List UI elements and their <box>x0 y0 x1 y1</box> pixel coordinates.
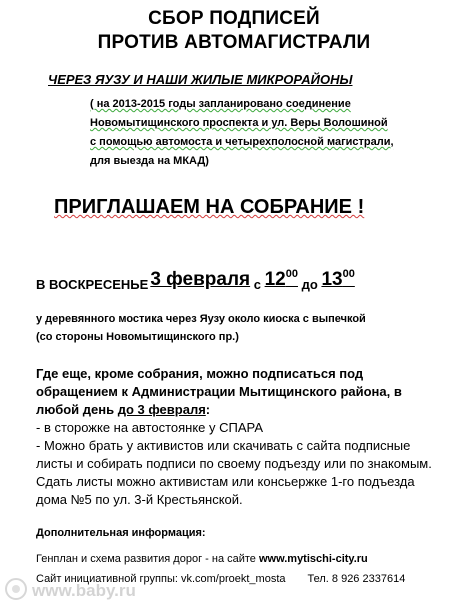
petition-line-6: листы и собирать подписи по своему подъезду или по знакомым. <box>36 456 432 471</box>
petition-line-3 <box>36 402 210 417</box>
petition-line-7: Сдать листы можно активистам или консьержке 1-го подъезда <box>36 474 415 489</box>
more-info-line-1 <box>36 553 368 565</box>
date-prefix: В ВОСКРЕСЕНЬЕ <box>36 277 149 292</box>
petition-line-8: дома №5 по ул. 3-й Крестьянской. <box>36 492 243 507</box>
location-line-1: у деревянного мостика через Яузу около киоска с выпечкой <box>36 313 366 325</box>
end-minutes: 00 <box>342 268 355 280</box>
group-site-text[interactable]: Сайт инициативной группы: vk.com/proekt_mosta <box>36 573 286 585</box>
petition-line-4: - в сторожке на автостоянке у СПАРА <box>36 420 264 435</box>
more-info-heading: Дополнительная информация: <box>36 527 206 539</box>
note-line-1 <box>90 98 351 110</box>
time-from-label: с <box>253 277 261 292</box>
location-line-2: (со стороны Новомытищинского пр.) <box>36 331 239 343</box>
petition-line-3-suffix: : <box>205 402 211 417</box>
time-to-label: до <box>301 277 318 292</box>
start-minutes: 00 <box>285 268 298 280</box>
start-time <box>265 269 298 290</box>
watermark-text: www.baby.ru <box>32 581 136 600</box>
end-time <box>321 269 354 290</box>
date-line <box>36 268 355 300</box>
note-line-1-text: ( на 2013-2015 годы запланировано соединение <box>90 98 351 110</box>
genplan-text: Генплан и схема развития дорог - на сайте <box>36 553 259 565</box>
title-line-2: ПРОТИВ АВТОМАГИСТРАЛИ <box>97 32 371 53</box>
petition-line-2: обращением к Администрации Мытищинского района, в <box>36 384 402 399</box>
phone-number: Тел. 8 926 2337614 <box>307 573 406 585</box>
meeting-date: 3 февраля <box>150 269 251 290</box>
note-line-3-text: с помощью автомоста и четырехполосной магистрали, <box>90 136 394 148</box>
invite-heading-text: ПРИГЛАШАЕМ НА СОБРАНИЕ ! <box>54 196 365 218</box>
end-hour: 13 <box>321 269 343 290</box>
invite-heading <box>54 196 364 219</box>
petition-deadline: до 3 февраля <box>117 402 206 417</box>
petition-line-5: - Можно брать у активистов или скачивать с сайта подписные <box>36 438 411 453</box>
note-line-4: для выезда на МКАД) <box>90 155 209 167</box>
petition-line-1: Где еще, кроме собрания, можно подписаться под <box>36 366 364 381</box>
more-info-line-2 <box>36 573 405 585</box>
note-line-2-text: Новомытищинского проспекта и ул. Веры Волошиной <box>90 117 388 129</box>
note-line-2 <box>90 117 388 129</box>
subtitle: ЧЕРЕЗ ЯУЗУ И НАШИ ЖИЛЫЕ МИКРОРАЙОНЫ <box>48 72 353 87</box>
petition-line-3-prefix: любой день <box>36 402 118 417</box>
website-link[interactable]: www.mytischi-city.ru <box>258 553 368 565</box>
note-line-3 <box>90 136 394 148</box>
title-line-1: СБОР ПОДПИСЕЙ <box>148 8 320 29</box>
start-hour: 12 <box>264 269 286 290</box>
